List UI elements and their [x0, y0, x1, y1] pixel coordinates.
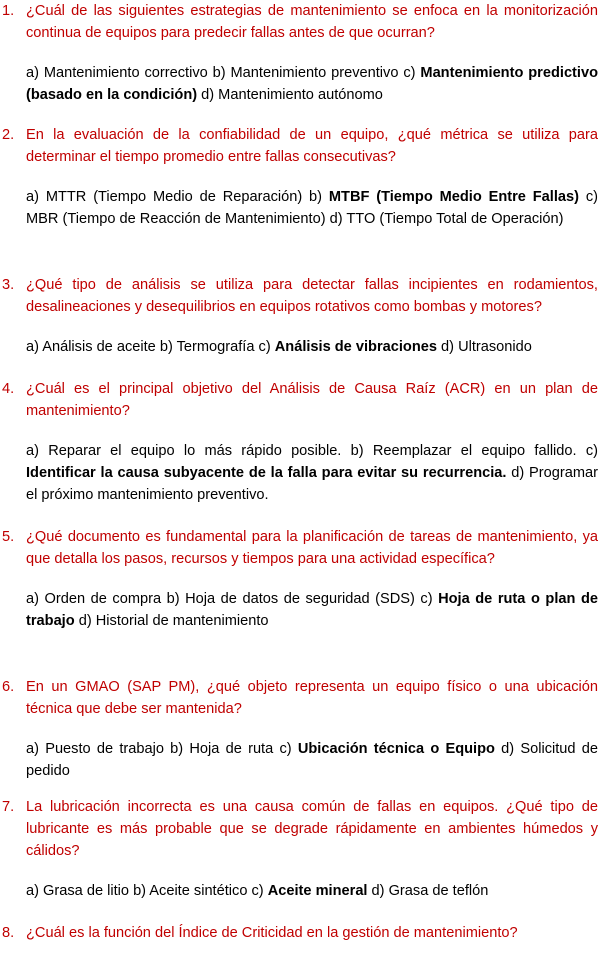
option-text: d) Mantenimiento autónomo [197, 87, 383, 103]
option-text: a) Grasa de litio b) Aceite sintético c) [26, 883, 268, 899]
question-text: En un GMAO (SAP PM), ¿qué objeto representa un equipo físico o una ubicación técnica que debe ser mantenida? [26, 679, 598, 717]
question-number: 6. [2, 679, 15, 695]
question-item [0, 274, 598, 358]
question-number: 8. [2, 925, 15, 941]
question [0, 378, 598, 422]
question-text: ¿Qué tipo de análisis se utiliza para detectar fallas incipientes en rodamientos, desalineaciones y desequilibrios en equipos rotativos como bombas y motores? [26, 277, 598, 315]
answer-options [26, 738, 598, 782]
question-item [0, 124, 598, 230]
option-text: b) Mantenimiento preventivo [212, 65, 404, 81]
option-text: d) Ultrasonido [436, 339, 532, 355]
option-text: a) Análisis de aceite b) Termografía c) [26, 339, 275, 355]
question-text: ¿Qué documento es fundamental para la planificación de tareas de mantenimiento, ya que detalla los pasos, recursos y tiempos para una actividad específica? [26, 529, 598, 567]
question-item [0, 0, 598, 106]
question [0, 796, 598, 862]
correct-answer: Análisis de vibraciones [274, 339, 437, 355]
question-number: 2. [2, 127, 15, 143]
correct-answer: Identificar la causa subyacente de la falla para evitar su recurrencia. [26, 465, 507, 481]
question-number: 3. [2, 277, 15, 293]
answer-options [26, 440, 598, 506]
question-number: 1. [2, 3, 15, 19]
question-number: 7. [2, 799, 15, 815]
question-item [0, 526, 598, 632]
answer-options [26, 880, 598, 902]
option-text: d) Programar el próximo mantenimiento preventivo. [26, 465, 598, 503]
answer-options [26, 62, 598, 106]
question [0, 274, 598, 318]
correct-answer: MTBF (Tiempo Medio Entre Fallas) [328, 189, 579, 205]
correct-answer: Ubicación técnica o Equipo [297, 741, 495, 757]
option-text: a) Orden de compra b) Hoja de datos de seguridad (SDS) c) [26, 591, 439, 607]
answer-options [26, 186, 598, 230]
option-text: d) Solicitud de pedido [26, 741, 598, 779]
option-text: a) Puesto de trabajo b) Hoja de ruta c) [26, 741, 298, 757]
option-text: d) Grasa de teflón [367, 883, 489, 899]
answer-options [26, 336, 598, 358]
correct-answer: Hoja de ruta o plan de trabajo [26, 591, 598, 629]
answer-options [26, 588, 598, 632]
option-text: a) MTTR (Tiempo Medio de Reparación) [26, 189, 310, 205]
question-item [0, 676, 598, 782]
question-item [0, 796, 598, 902]
question [0, 526, 598, 570]
question-text: ¿Cuál de las siguientes estrategias de mantenimiento se enfoca en la monitorización continua de equipos para predecir fallas antes de que ocurran? [26, 3, 598, 41]
question [0, 0, 598, 44]
question-number: 5. [2, 529, 15, 545]
question [0, 124, 598, 168]
question-number: 4. [2, 381, 15, 397]
option-text: b) [309, 189, 329, 205]
question-text: La lubricación incorrecta es una causa común de fallas en equipos. ¿Qué tipo de lubricante es más probable que se degrade rápidamente en ambientes húmedos y cálidos? [26, 799, 598, 859]
option-text: a) Reparar el equipo lo más rápido posible. b) Reemplazar el equipo fallido. c) [26, 443, 598, 459]
option-text: a) Mantenimiento correctivo [26, 65, 213, 81]
correct-answer: Aceite mineral [267, 883, 368, 899]
option-text: c) MBR (Tiempo de Reacción de Mantenimiento) d) TTO (Tiempo Total de Operación) [26, 189, 598, 227]
question [0, 922, 598, 944]
question-item [0, 378, 598, 506]
correct-answer: Mantenimiento predictivo (basado en la condición) [26, 65, 599, 103]
option-text: d) Historial de mantenimiento [74, 613, 269, 629]
question-text: En la evaluación de la confiabilidad de un equipo, ¿qué métrica se utiliza para determinar el tiempo promedio entre fallas consecutivas? [26, 127, 598, 165]
question-text: ¿Cuál es la función del Índice de Criticidad en la gestión de mantenimiento? [26, 925, 518, 941]
option-text: c) [403, 65, 421, 81]
question-text: ¿Cuál es el principal objetivo del Análisis de Causa Raíz (ACR) en un plan de mantenimiento? [26, 381, 598, 419]
question-item [0, 922, 598, 944]
question [0, 676, 598, 720]
